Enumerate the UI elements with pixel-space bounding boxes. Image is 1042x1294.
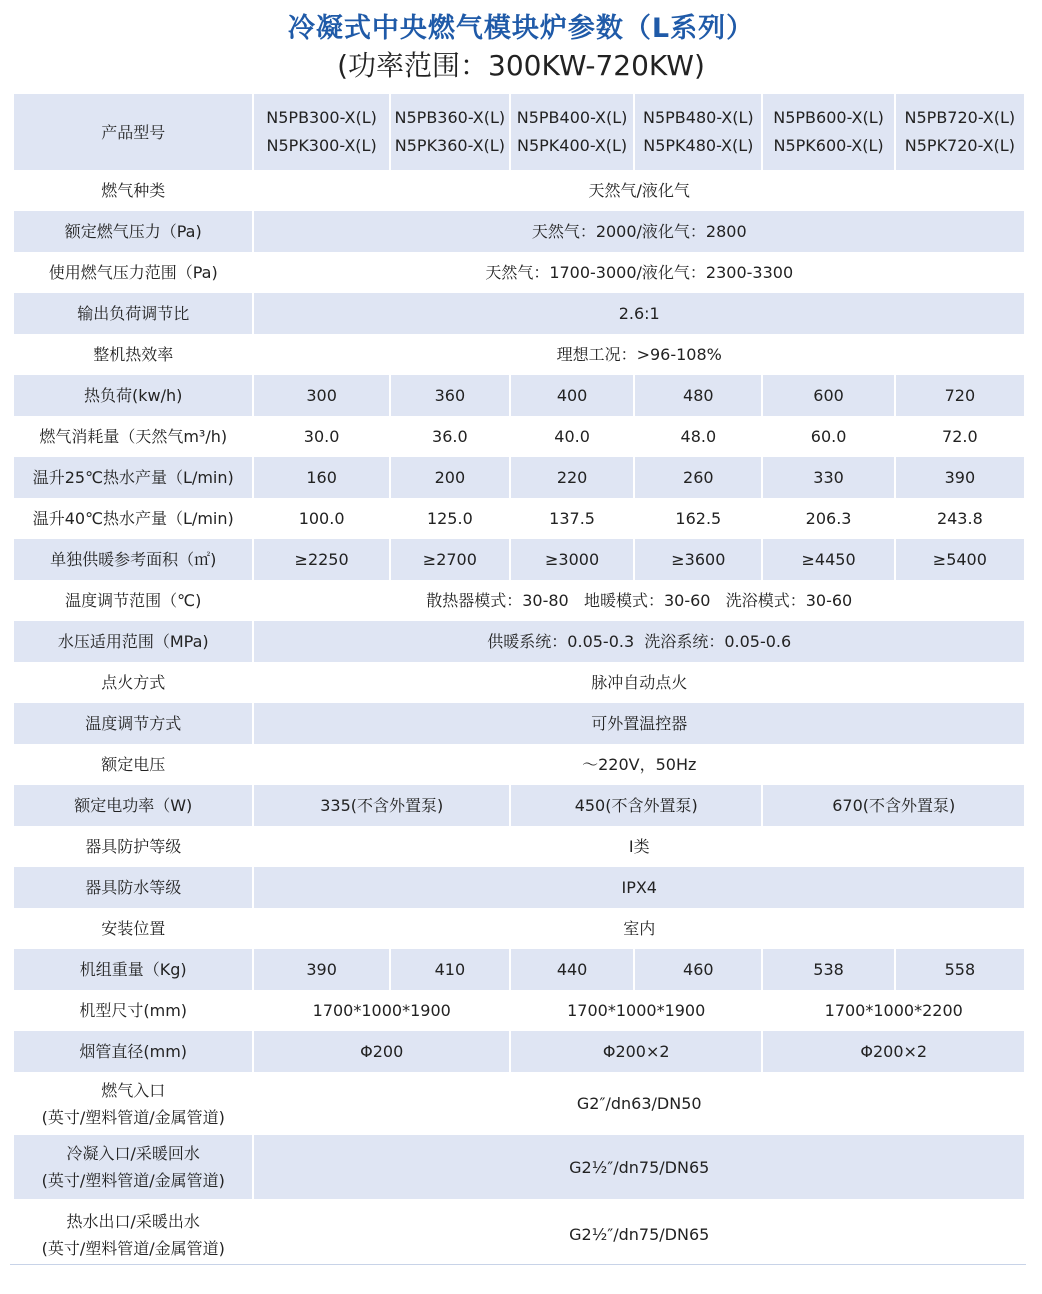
value-cell: Φ200×2 — [511, 1031, 761, 1072]
table-row — [14, 1135, 1024, 1199]
value-cell: 40.0 — [511, 416, 633, 457]
row-label-line: 烟管直径(mm) — [79, 1042, 188, 1061]
model-name: N5PB300-X(L) — [266, 108, 377, 127]
value-cell: G2½″/dn75/DN65 — [254, 1199, 1024, 1270]
table-row — [14, 580, 1024, 621]
value-cell: I类 — [254, 826, 1024, 867]
table-row — [14, 990, 1024, 1031]
row-label — [14, 785, 252, 826]
value-cell: 206.3 — [763, 498, 893, 539]
model-name: N5PB720-X(L) — [904, 108, 1016, 127]
value-cell: 260 — [635, 457, 761, 498]
value-cell: 天然气：1700-3000/液化气：2300-3300 — [254, 252, 1024, 293]
row-label — [14, 211, 252, 252]
model-cell — [763, 94, 893, 170]
model-name: N5PB360-X(L) — [394, 108, 506, 127]
value-cell: ≥2700 — [391, 539, 509, 580]
row-label — [14, 1199, 252, 1270]
table-row — [14, 211, 1024, 252]
value-cell: 460 — [635, 949, 761, 990]
row-label-line: 单独供暖参考面积（㎡) — [50, 550, 217, 569]
row-label-line: 机型尺寸(mm) — [79, 1001, 188, 1020]
value-cell: Φ200×2 — [763, 1031, 1024, 1072]
table-row — [14, 375, 1024, 416]
value-cell: ≥5400 — [896, 539, 1024, 580]
value-cell: 137.5 — [511, 498, 633, 539]
row-label-line: 输出负荷调节比 — [77, 304, 190, 323]
value-cell: 300 — [254, 375, 388, 416]
table-row — [14, 785, 1024, 826]
model-name: N5PK360-X(L) — [394, 136, 505, 155]
value-cell: 200 — [391, 457, 509, 498]
row-label-line: (英寸/塑料管道/金属管道) — [41, 1107, 225, 1127]
row-label-line: 机组重量（Kg) — [79, 960, 187, 979]
page-title: 冷凝式中央燃气模块炉参数（L系列） — [287, 13, 755, 44]
model-name: N5PK400-X(L) — [517, 136, 628, 155]
row-label-line: 点火方式 — [101, 673, 166, 692]
table-row — [14, 334, 1024, 375]
value-cell: 480 — [635, 375, 761, 416]
row-label-line: 额定燃气压力（Pa) — [64, 222, 202, 241]
value-cell: 供暖系统：0.05-0.3 洗浴系统：0.05-0.6 — [254, 621, 1024, 662]
table-row — [14, 252, 1024, 293]
row-label-line: 冷凝入口/采暖回水 — [66, 1144, 200, 1163]
value-cell: 室内 — [254, 908, 1024, 949]
value-cell: ≥3600 — [635, 539, 761, 580]
row-label-line: 水压适用范围（MPa) — [57, 632, 209, 651]
row-label — [14, 334, 252, 375]
model-cell — [511, 94, 633, 170]
table-row — [14, 826, 1024, 867]
value-cell: 538 — [763, 949, 893, 990]
value-cell: 125.0 — [391, 498, 509, 539]
table-row — [14, 416, 1024, 457]
table-row — [14, 457, 1024, 498]
row-label-line: 整机热效率 — [93, 345, 174, 364]
row-label-line: 温升25℃热水产量（L/min) — [32, 468, 234, 487]
value-cell: ≥3000 — [511, 539, 633, 580]
value-cell: 48.0 — [635, 416, 761, 457]
table-row — [14, 539, 1024, 580]
value-cell: 理想工况：>96-108% — [254, 334, 1024, 375]
row-label-line: 使用燃气压力范围（Pa) — [48, 263, 218, 282]
row-label — [14, 703, 252, 744]
row-label — [14, 621, 252, 662]
row-label — [14, 990, 252, 1031]
row-label: 产品型号 — [14, 94, 252, 170]
value-cell: 72.0 — [896, 416, 1024, 457]
value-cell: 360 — [391, 375, 509, 416]
row-label — [14, 1135, 252, 1199]
model-cell — [896, 94, 1024, 170]
value-cell: ≥4450 — [763, 539, 893, 580]
row-label — [14, 416, 252, 457]
row-label-line: 燃气入口 — [101, 1080, 166, 1100]
row-label — [14, 457, 252, 498]
model-name: N5PB600-X(L) — [773, 108, 884, 127]
row-label-line: 燃气种类 — [101, 181, 166, 200]
value-cell: 670(不含外置泵) — [763, 785, 1024, 826]
model-name: N5PK480-X(L) — [643, 136, 754, 155]
value-cell: 400 — [511, 375, 633, 416]
model-cell — [254, 94, 388, 170]
value-cell: 散热器模式：30-80 地暖模式：30-60 洗浴模式：30-60 — [254, 580, 1024, 621]
value-cell: 天然气/液化气 — [254, 170, 1024, 211]
table-row — [14, 621, 1024, 662]
table-row — [14, 662, 1024, 703]
value-cell: 220 — [511, 457, 633, 498]
model-name: N5PB480-X(L) — [643, 108, 754, 127]
model-name: N5PB400-X(L) — [516, 108, 628, 127]
row-label-line: (英寸/塑料管道/金属管道) — [41, 1238, 225, 1258]
table-row — [14, 867, 1024, 908]
row-label-line: 温度调节方式 — [85, 714, 182, 733]
value-cell: 1700*1000*1900 — [254, 990, 509, 1031]
value-cell: 450(不含外置泵) — [511, 785, 761, 826]
value-cell: Φ200 — [254, 1031, 509, 1072]
row-label — [14, 1031, 252, 1072]
row-label — [14, 826, 252, 867]
row-label — [14, 539, 252, 580]
row-label — [14, 867, 252, 908]
value-cell: 410 — [391, 949, 509, 990]
row-label-line: 器具防护等级 — [85, 837, 182, 856]
model-name: N5PK300-X(L) — [266, 136, 377, 155]
row-label — [14, 375, 252, 416]
row-label — [14, 293, 252, 334]
value-cell: G2″/dn63/DN50 — [254, 1072, 1024, 1135]
row-label-line: 额定电压 — [101, 755, 166, 774]
value-cell: 390 — [254, 949, 388, 990]
row-label — [14, 744, 252, 785]
page-subtitle: (功率范围：300KW-720KW) — [337, 49, 705, 82]
row-label — [14, 1072, 252, 1135]
row-label-line: 安装位置 — [101, 919, 166, 938]
row-label-line: 温升40℃热水产量（L/min) — [32, 509, 234, 528]
value-cell: 720 — [896, 375, 1024, 416]
value-cell: G2½″/dn75/DN65 — [254, 1135, 1024, 1199]
value-cell: 243.8 — [896, 498, 1024, 539]
value-cell: 330 — [763, 457, 893, 498]
table-row — [14, 1031, 1024, 1072]
value-cell: ～220V，50Hz — [254, 744, 1024, 785]
value-cell: 100.0 — [254, 498, 388, 539]
table-row — [14, 1072, 1024, 1135]
value-cell: IPX4 — [254, 867, 1024, 908]
value-cell: 60.0 — [763, 416, 893, 457]
value-cell: 440 — [511, 949, 633, 990]
row-label — [14, 949, 252, 990]
row-label-line: 器具防水等级 — [85, 878, 182, 897]
row-label — [14, 908, 252, 949]
row-label — [14, 580, 252, 621]
model-name: N5PK600-X(L) — [773, 136, 884, 155]
value-cell: 可外置温控器 — [254, 703, 1024, 744]
table-row — [14, 293, 1024, 334]
table-row — [14, 170, 1024, 211]
spec-table — [12, 94, 1026, 1270]
row-label-line: 额定电功率（W) — [74, 796, 193, 815]
row-label-line: 热水出口/采暖出水 — [66, 1211, 200, 1231]
value-cell: 160 — [254, 457, 388, 498]
value-cell: 335(不含外置泵) — [254, 785, 509, 826]
value-cell: 1700*1000*2200 — [763, 990, 1024, 1031]
value-cell: 600 — [763, 375, 893, 416]
row-label-line: 热负荷(kw/h) — [84, 386, 183, 405]
row-label-line: 温度调节范围（℃) — [65, 591, 202, 610]
value-cell: 162.5 — [635, 498, 761, 539]
table-row — [14, 703, 1024, 744]
value-cell: 脉冲自动点火 — [254, 662, 1024, 703]
value-cell: ≥2250 — [254, 539, 388, 580]
table-row — [14, 498, 1024, 539]
bottom-divider — [10, 1264, 1026, 1265]
value-cell: 2.6:1 — [254, 293, 1024, 334]
table-row — [14, 949, 1024, 990]
model-cell — [391, 94, 509, 170]
value-cell: 30.0 — [254, 416, 388, 457]
row-label — [14, 662, 252, 703]
model-cell — [635, 94, 761, 170]
table-row — [14, 1199, 1024, 1270]
row-label — [14, 170, 252, 211]
model-name: N5PK720-X(L) — [904, 136, 1015, 155]
table-row — [14, 744, 1024, 785]
row-label — [14, 498, 252, 539]
value-cell: 1700*1000*1900 — [511, 990, 761, 1031]
value-cell: 36.0 — [391, 416, 509, 457]
row-label-line: 燃气消耗量（天然气m³/h) — [39, 427, 228, 446]
table-row — [14, 94, 1024, 170]
table-row — [14, 908, 1024, 949]
value-cell: 558 — [896, 949, 1024, 990]
value-cell: 390 — [896, 457, 1024, 498]
row-label-line: (英寸/塑料管道/金属管道) — [41, 1171, 225, 1190]
row-label — [14, 252, 252, 293]
value-cell: 天然气：2000/液化气：2800 — [254, 211, 1024, 252]
